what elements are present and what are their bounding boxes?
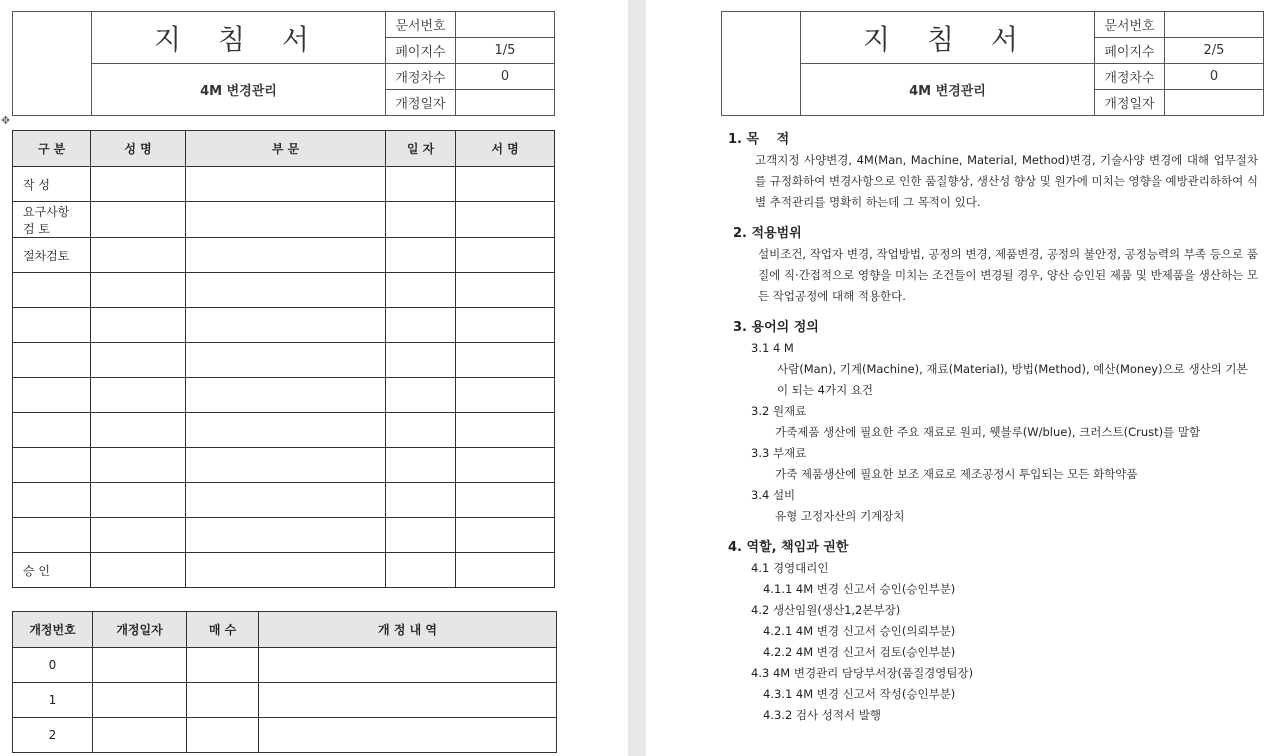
section-scope-body: 설비조건, 작업자 변경, 작업방법, 공정의 변경, 제품변경, 공정의 불안정, 공정능력의 부족 등으로 품질에 직·간접적으로 영향을 미치는 조건들이 변경될 경우, 양산 승인된 제품 및 반제품을 생산하는 모든 작업공정에 대해 적용한다. (758, 247, 1258, 303)
label-page-count: 페이지수 (386, 38, 456, 64)
approval-cell[interactable] (386, 343, 456, 378)
label-page-count: 페이지수 (1095, 38, 1165, 64)
approval-row (13, 413, 555, 448)
approval-row (13, 308, 555, 343)
label-doc-number: 문서번호 (1095, 12, 1165, 38)
approval-category-cell[interactable] (13, 413, 91, 448)
approval-cell[interactable] (456, 378, 555, 413)
col-signature: 서 명 (456, 131, 555, 167)
right-page (646, 0, 1277, 756)
col-name: 성 명 (91, 131, 186, 167)
section-scope-title: 2. 적용범위 (733, 226, 802, 241)
definition-equipment: 3.4 설비 (751, 488, 796, 502)
page-count-value: 2/5 (1165, 38, 1264, 64)
revision-number-cell[interactable]: 2 (13, 718, 93, 753)
left-header-table (12, 11, 555, 116)
role-production-exec-1: 4.2.1 4M 변경 신고서 승인(의뢰부분) (763, 624, 956, 638)
doc-title: 지 침 서 (92, 12, 386, 64)
revision-row (13, 648, 557, 683)
approval-cell[interactable] (456, 273, 555, 308)
approval-cell[interactable] (186, 413, 386, 448)
doc-subtitle: 4M 변경관리 (801, 64, 1095, 116)
revision-number-cell[interactable]: 1 (13, 683, 93, 718)
definition-4m-body: 사람(Man), 기계(Machine), 재료(Material), 방법(Method), 예산(Money)으로 생산의 기본이 되는 4가지 요건 (777, 362, 1248, 397)
approval-cell[interactable] (186, 448, 386, 483)
approval-category-cell[interactable] (13, 448, 91, 483)
document-body (728, 129, 1258, 726)
doc-number-value (456, 12, 555, 38)
col-date: 일 자 (386, 131, 456, 167)
approval-header-row (13, 131, 555, 167)
approval-cell[interactable] (456, 308, 555, 343)
approval-cell[interactable] (91, 308, 186, 343)
approval-cell[interactable] (91, 343, 186, 378)
approval-cell[interactable] (91, 378, 186, 413)
approval-row (13, 483, 555, 518)
label-revision-no: 개정차수 (1095, 64, 1165, 90)
label-revision-date: 개정일자 (386, 90, 456, 116)
approval-category-cell[interactable]: 작 성 (13, 167, 91, 202)
approval-row (13, 202, 555, 238)
role-production-exec-2: 4.2.2 4M 변경 신고서 검토(승인부분) (763, 645, 956, 659)
approval-cell[interactable] (386, 518, 456, 553)
approval-cell[interactable] (91, 273, 186, 308)
section-definitions-title: 3. 용어의 정의 (733, 320, 819, 335)
approval-category-cell[interactable] (13, 378, 91, 413)
approval-cell[interactable] (91, 413, 186, 448)
approval-cell[interactable] (186, 202, 386, 238)
approval-cell[interactable] (456, 413, 555, 448)
left-page (0, 0, 628, 756)
approval-category-cell[interactable] (13, 518, 91, 553)
approval-cell[interactable] (91, 202, 186, 238)
revision-row (13, 683, 557, 718)
approval-cell[interactable] (386, 308, 456, 343)
approval-cell[interactable] (456, 167, 555, 202)
role-quality-manager: 4.3 4M 변경관리 담당부서장(품질경영팀장) (751, 666, 974, 680)
right-header-table (721, 11, 1264, 116)
approval-cell[interactable] (456, 343, 555, 378)
section-purpose-title: 1. 목 적 (728, 132, 790, 147)
approval-category-cell[interactable] (13, 343, 91, 378)
role-management-rep-1: 4.1.1 4M 변경 신고서 승인(승인부분) (763, 582, 956, 596)
section-purpose-body: 고객지정 사양변경, 4M(Man, Machine, Material, Method)변경, 기술사양 변경에 대해 업무절차를 규정화하여 변경사항으로 인한 품질향상, 생산성 향상 및 원가에 미치는 영향을 예방관리하하여 식별 추적관리를 명확히 하는데 그 목적이 있다. (755, 153, 1258, 209)
col-category: 구 분 (13, 131, 91, 167)
role-quality-manager-1: 4.3.1 4M 변경 신고서 작성(승인부분) (763, 687, 956, 701)
revision-cell[interactable] (187, 718, 259, 753)
approval-cell[interactable] (386, 238, 456, 273)
approval-cell[interactable] (386, 273, 456, 308)
approval-row (13, 167, 555, 202)
approval-category-cell[interactable]: 요구사항 검 토 (13, 202, 91, 238)
approval-cell[interactable] (386, 448, 456, 483)
revision-date-value (1165, 90, 1264, 116)
approval-cell[interactable] (186, 483, 386, 518)
col-revision-details: 개 정 내 역 (259, 612, 557, 648)
doc-subtitle: 4M 변경관리 (92, 64, 386, 116)
table-move-handle-icon[interactable]: ✥ (1, 114, 11, 127)
label-revision-date: 개정일자 (1095, 90, 1165, 116)
revision-table (12, 611, 557, 753)
approval-cell[interactable] (91, 238, 186, 273)
col-revision-no: 개정번호 (13, 612, 93, 648)
approval-cell[interactable] (456, 553, 555, 588)
approval-cell[interactable] (456, 238, 555, 273)
approval-cell[interactable] (386, 483, 456, 518)
approval-row (13, 553, 555, 588)
definition-raw-material: 3.2 원재료 (751, 404, 807, 418)
revision-no-value: 0 (1165, 64, 1264, 90)
page-count-value: 1/5 (456, 38, 555, 64)
revision-cell[interactable] (259, 718, 557, 753)
approval-row (13, 343, 555, 378)
approval-cell[interactable] (186, 518, 386, 553)
approval-row (13, 273, 555, 308)
doc-title: 지 침 서 (801, 12, 1095, 64)
label-doc-number: 문서번호 (386, 12, 456, 38)
approval-cell[interactable] (456, 202, 555, 238)
approval-cell[interactable] (186, 167, 386, 202)
definition-4m: 3.1 4 M (751, 341, 794, 355)
approval-cell[interactable] (186, 308, 386, 343)
revision-cell[interactable] (259, 683, 557, 718)
approval-row (13, 518, 555, 553)
revision-cell[interactable] (259, 648, 557, 683)
role-quality-manager-2: 4.3.2 검사 성적서 발행 (763, 708, 881, 722)
definition-sub-material: 3.3 부재료 (751, 446, 807, 460)
approval-cell[interactable] (386, 413, 456, 448)
approval-cell[interactable] (456, 518, 555, 553)
approval-category-cell[interactable]: 승 인 (13, 553, 91, 588)
approval-cell[interactable] (386, 167, 456, 202)
definition-equipment-body: 유형 고정자산의 기계장치 (775, 509, 905, 523)
revision-cell[interactable] (93, 718, 187, 753)
approval-row (13, 378, 555, 413)
approval-cell[interactable] (456, 483, 555, 518)
role-management-rep: 4.1 경영대리인 (751, 561, 829, 575)
approval-cell[interactable] (186, 378, 386, 413)
revision-no-value: 0 (456, 64, 555, 90)
definition-sub-material-body: 가죽 제품생산에 필요한 보조 재료로 제조공정시 투입되는 모든 화학약품 (775, 467, 1138, 481)
page-gutter (628, 0, 646, 756)
approval-row (13, 238, 555, 273)
approval-cell[interactable] (456, 448, 555, 483)
label-revision-no: 개정차수 (386, 64, 456, 90)
approval-cell[interactable] (91, 167, 186, 202)
revision-cell[interactable] (187, 683, 259, 718)
revision-cell[interactable] (93, 683, 187, 718)
role-production-exec: 4.2 생산임원(생산1,2본부장) (751, 603, 901, 617)
approval-table (12, 130, 555, 588)
approval-cell[interactable] (386, 378, 456, 413)
approval-cell[interactable] (186, 343, 386, 378)
col-revision-date: 개정일자 (93, 612, 187, 648)
approval-cell[interactable] (186, 273, 386, 308)
col-department: 부 문 (186, 131, 386, 167)
approval-row (13, 448, 555, 483)
revision-cell[interactable] (93, 648, 187, 683)
approval-category-cell[interactable] (13, 308, 91, 343)
definition-raw-material-body: 가죽제품 생산에 필요한 주요 재료로 원피, 웻블루(W/blue), 크러스트(Crust)를 말함 (775, 425, 1201, 439)
approval-cell[interactable] (91, 553, 186, 588)
revision-cell[interactable] (187, 648, 259, 683)
approval-cell[interactable] (386, 553, 456, 588)
approval-cell[interactable] (91, 483, 186, 518)
approval-cell[interactable] (91, 518, 186, 553)
section-roles-title: 4. 역할, 책임과 권한 (728, 540, 849, 555)
doc-number-value (1165, 12, 1264, 38)
logo-cell (13, 12, 92, 116)
approval-cell[interactable] (386, 202, 456, 238)
revision-date-value (456, 90, 555, 116)
approval-category-cell[interactable]: 절차검토 (13, 238, 91, 273)
col-pages: 매 수 (187, 612, 259, 648)
approval-category-cell[interactable] (13, 483, 91, 518)
approval-cell[interactable] (91, 448, 186, 483)
revision-number-cell[interactable]: 0 (13, 648, 93, 683)
approval-cell[interactable] (186, 238, 386, 273)
approval-category-cell[interactable] (13, 273, 91, 308)
logo-cell (722, 12, 801, 116)
revision-row (13, 718, 557, 753)
approval-cell[interactable] (186, 553, 386, 588)
revision-header-row (13, 612, 557, 648)
